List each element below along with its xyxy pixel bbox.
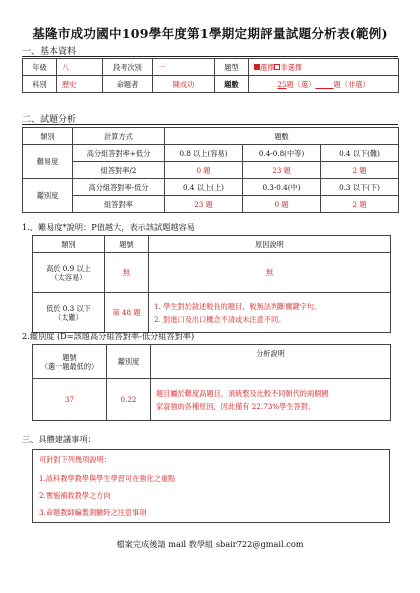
- suggestion-intro: 可針對下列幾項說明：: [39, 455, 111, 464]
- count-mc-suffix: 題（選）: [286, 79, 316, 89]
- disc-analysis[interactable]: [151, 379, 391, 421]
- difficulty-method-1: 高分組答對率+低分: [73, 145, 165, 162]
- disc-col-item-line1: 題號: [62, 352, 77, 362]
- count-other-label: 題（非選）: [333, 79, 370, 89]
- difficulty-method-2: 組答對率/2: [73, 162, 165, 179]
- section2-rule: [22, 124, 398, 125]
- difficulty-detail-table: [32, 235, 391, 333]
- discrimination-count-high[interactable]: 23 題: [165, 196, 243, 213]
- suggestion-item-2: 2.實施補救教學之方向: [39, 491, 111, 500]
- difficulty-note-heading: 1.、難易度*說明：P值越大，表示該試題越容易: [22, 222, 195, 232]
- diff-row-hard-reason[interactable]: [149, 293, 391, 333]
- type-other-label: 非選擇: [280, 62, 302, 72]
- difficulty-label: 難易度: [23, 145, 73, 179]
- type-selected-label: 選擇: [260, 62, 275, 72]
- count-value[interactable]: [249, 76, 399, 93]
- discrimination-range-low: 0.3 以下(下): [321, 179, 399, 196]
- discrimination-count-low[interactable]: 2 題: [321, 196, 399, 213]
- grade-label: 年級: [23, 59, 57, 76]
- discrimination-range-mid: 0.3-0.4(中): [243, 179, 321, 196]
- suggestion-item-1: 1.該科教學教學與學生學習可在強化之重點: [39, 474, 176, 483]
- section2-heading: 二、試題分析: [22, 115, 77, 125]
- difficulty-count-medium[interactable]: 23 題: [243, 162, 321, 179]
- diff-row-easy-line1: 高於 0.9 以上: [46, 263, 91, 273]
- section1-heading: 一、基本資料: [22, 47, 77, 57]
- col-method: 計算方式: [73, 128, 165, 145]
- col-category: 類別: [23, 128, 73, 145]
- diff-row-easy-item[interactable]: 無: [105, 253, 149, 293]
- disc-col-analysis: 分析說明: [151, 345, 391, 379]
- item-analysis-table: [22, 127, 399, 213]
- col-count: 題數: [165, 128, 399, 145]
- diff-row-hard-line1: 低於 0.3 以下: [46, 303, 91, 313]
- difficulty-range-medium: 0.4-0.8(中等): [243, 145, 321, 162]
- diff-row-hard-category: [33, 293, 105, 333]
- discrimination-method-1: 高分組答對率-低分: [73, 179, 165, 196]
- exam-value[interactable]: 一: [153, 59, 215, 76]
- disc-analysis-line2: 家富強的各種原因，因此僅有 22.73%學生答對。: [156, 401, 316, 411]
- document-title: 基隆市成功國中109學年度第1學期定期評量試題分析表(範例): [32, 26, 388, 41]
- diff-row-hard-reason-1: 1. 學生對於敘述較長的題目，較無法判斷關鍵字句。: [154, 301, 322, 311]
- type-label: 題型: [215, 59, 249, 76]
- discrimination-range-high: 0.4 以上(上): [165, 179, 243, 196]
- footer-note: 檔案完成後請 mail 教學組 sbair722@gmail.com: [116, 539, 304, 549]
- disc-value[interactable]: 0.22: [107, 379, 151, 421]
- count-mc-number: 25: [277, 79, 287, 89]
- count-label: 題數: [215, 76, 249, 93]
- diff-row-hard-item[interactable]: 第 48 題: [105, 293, 149, 333]
- author-value[interactable]: 陳成功: [153, 76, 215, 93]
- basic-info-table: [22, 58, 399, 93]
- disc-col-value: 鑑別度: [107, 345, 151, 379]
- difficulty-count-hard[interactable]: 2 題: [321, 162, 399, 179]
- difficulty-range-easy: 0.8 以上(容易): [165, 145, 243, 162]
- diff-row-easy-category: [33, 253, 105, 293]
- type-options[interactable]: [249, 59, 399, 76]
- diff-row-easy-line2: （太容易）: [50, 272, 87, 282]
- section1-rule: [22, 56, 398, 57]
- subject-label: 科別: [23, 76, 57, 93]
- discrimination-method-2: 組答對率: [73, 196, 165, 213]
- discrimination-label: 鑑別度: [23, 179, 73, 213]
- discrimination-detail-table: [32, 344, 391, 421]
- suggestion-item-3: 3.命題教師編製測驗時之注意事項: [39, 508, 147, 517]
- diff-col-category: 類別: [33, 236, 105, 253]
- disc-col-item: [33, 345, 107, 379]
- author-label: 命題者: [103, 76, 153, 93]
- discrimination-count-mid[interactable]: 0 題: [243, 196, 321, 213]
- subject-value[interactable]: 歷史: [57, 76, 103, 93]
- section3-heading: 三、具體建議事項：: [22, 434, 96, 444]
- exam-label: 段考次別: [103, 59, 153, 76]
- disc-item[interactable]: 37: [33, 379, 107, 421]
- disc-col-item-line2: （選一題最低的）: [40, 361, 99, 371]
- diff-row-hard-line2: （太難）: [54, 312, 83, 322]
- discrimination-note-heading: 2.鑑別度 (D=該題高分組答對率-低分組答對率): [22, 331, 195, 341]
- grade-value[interactable]: 八: [57, 59, 103, 76]
- difficulty-count-easy[interactable]: 0 題: [165, 162, 243, 179]
- difficulty-range-hard: 0.4 以下(難): [321, 145, 399, 162]
- disc-analysis-line1: 題目屬於難度高題目，須統整及比較不同朝代的兩個國: [156, 388, 329, 398]
- diff-col-item: 題號: [105, 236, 149, 253]
- diff-row-easy-reason[interactable]: 無: [149, 253, 391, 293]
- suggestion-box[interactable]: [32, 449, 390, 523]
- count-blank: [315, 80, 333, 89]
- diff-col-reason: 原因說明: [149, 236, 391, 253]
- diff-row-hard-reason-2: 2. 對進口及出口概念不清或未注意不同。: [154, 314, 286, 324]
